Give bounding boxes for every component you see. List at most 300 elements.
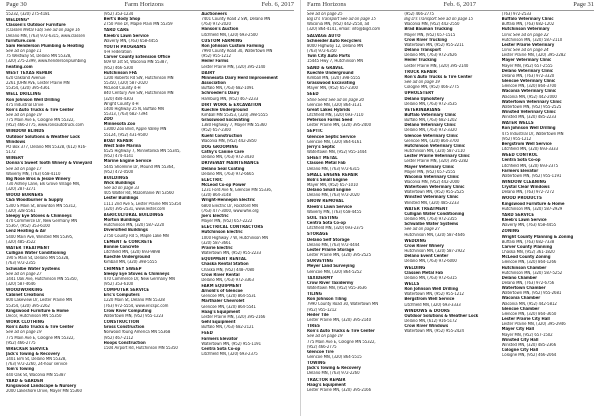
directory-line: Hutchinson MN, (320) 587-2220 bbox=[103, 223, 165, 229]
directory-line: Kimball MN 55353, (320) 398-5555 bbox=[201, 112, 268, 118]
directory-line: Morton Buildings bbox=[103, 218, 141, 224]
directory-line: Winsted Veterinary Clinic bbox=[501, 109, 556, 115]
directory-line: 15445 Hwy 7, Hutchinson MN bbox=[307, 59, 363, 65]
directory-line: TRUCK REPAIR bbox=[404, 69, 437, 75]
directory-line: 800 Lakeview Dr, Lester Prairie MN bbox=[6, 298, 73, 304]
directory-line: Mayer MN, (952) 657-1010 bbox=[307, 183, 358, 188]
directory-line: DAIRY bbox=[201, 70, 216, 76]
directory-line: Ron Johnson Well Drilling bbox=[404, 287, 459, 293]
directory-line: furniture.com bbox=[6, 38, 36, 44]
directory-line: Winsted MN, (320) 485-2233 bbox=[404, 200, 459, 206]
directory-line: Glencoe MN, (320) 864-3700 bbox=[404, 138, 459, 144]
directory-line: 6800 Electric Dr, Rockford MN bbox=[201, 203, 258, 209]
directory-line: SURVEYING bbox=[307, 259, 334, 265]
directory-line: Watertown Veterinary Clinic bbox=[404, 185, 465, 191]
directory-line: 7401 County Road 2 SW, Delano MN bbox=[201, 17, 271, 23]
directory-line: Glencoe MN, (320) 864-3700 bbox=[501, 84, 557, 90]
directory-line: Sleepy Eye Stoves & Chimneys bbox=[6, 213, 72, 219]
directory-line: Kleeb's Lawn Service bbox=[103, 33, 149, 39]
directory-line: Lester Prairie MN, (320) 395-2166 bbox=[201, 314, 266, 320]
directory-line: WEST TEXAS REPAIR bbox=[6, 70, 53, 76]
directory-line: WATER WELLS bbox=[501, 121, 534, 127]
directory-line: See ad on page 33 bbox=[103, 186, 140, 192]
page-header bbox=[307, 1, 594, 11]
directory-line: Hanson's Auction bbox=[201, 27, 239, 33]
directory-line: (763) 972-2020 bbox=[201, 22, 231, 28]
directory-line: 609 W 1st St, Waconia MN 55387, bbox=[103, 60, 168, 66]
directory-line: WRECKER SERVICE bbox=[6, 346, 49, 352]
directory-line: Buffalo Veterinary Clinic bbox=[501, 17, 554, 23]
directory-line: Brad Bauman Trucking bbox=[404, 27, 453, 33]
directory-line: Hutchinson Chamber bbox=[501, 265, 547, 271]
directory-line: 1401 Elm St, Delano MN 55328, bbox=[6, 357, 67, 363]
directory-line: 55350, (320) 587-2020 bbox=[103, 81, 148, 87]
directory-line: WELDING* bbox=[6, 18, 30, 24]
directory-line: McLeod Co-op Power bbox=[201, 183, 246, 188]
directory-line: Lester Prairie MN, (320) 395-2525 bbox=[307, 253, 371, 259]
directory-column bbox=[6, 12, 99, 414]
directory-line: Gehl Equipment bbox=[201, 320, 236, 326]
directory-line: Kuechle Underground bbox=[201, 107, 248, 113]
directory-line: Mayer Veterinary Clinic bbox=[501, 58, 552, 64]
directory-line: Grasswood Excavating bbox=[307, 81, 356, 87]
directory-line: 5400 Main Ave, Winsted MN 55395, bbox=[6, 234, 74, 240]
directory-line: See ad on page 11 bbox=[6, 49, 42, 55]
directory-line: Glencoe Tire bbox=[307, 349, 334, 355]
directory-line: Mayer MN, (952) 657-1502 bbox=[501, 332, 553, 338]
directory-line: (763) 477-3000, www.whe.org bbox=[201, 208, 259, 214]
directory-line: Delano MN, (763) 972-2355 bbox=[404, 217, 457, 223]
directory-line: 55354, (320) 395-2262 bbox=[6, 303, 50, 309]
directory-line: Culligan Water Conditioning bbox=[6, 251, 66, 257]
directory-line: Mayer MN, (952) 657-1515 bbox=[404, 32, 456, 38]
directory-line: (320) 485-3522 bbox=[6, 239, 36, 245]
directory-line: 470 Commerce Dr, New Germany MN bbox=[6, 219, 78, 225]
directory-line: (952) 467-2112 bbox=[103, 335, 134, 341]
directory-line: Hutchinson Veterinary Clinic bbox=[404, 143, 466, 149]
directory-line: CUSTOM FARMING bbox=[201, 38, 243, 44]
directory-line: Litchfield MN, (320) 693-3333 bbox=[404, 302, 461, 308]
directory-line: Ron Johnson Tiling bbox=[307, 297, 347, 303]
directory-line: 75 Westway St, Delano MN 55328, bbox=[6, 54, 72, 60]
directory-line: (320) 864-4141, email: info@bigd.com bbox=[307, 27, 381, 33]
directory-line: Delano MN, (763) 972-7272 bbox=[501, 190, 555, 196]
directory-line: Jack's Towing & Recovery bbox=[6, 352, 60, 357]
directory-line: Glencoe Septic Service bbox=[307, 134, 356, 140]
directory-line: Watertown MN, (952) 955-3636 bbox=[307, 285, 367, 291]
directory-line: Buffalo MN, (763) 682-1202 bbox=[501, 22, 555, 28]
directory-line: Decor, Hutchinson MN 55350 bbox=[6, 313, 62, 319]
directory-line: Winsted MN, (320) 485-2233 bbox=[501, 115, 557, 121]
directory-line: Centra Sota Co-op bbox=[501, 158, 541, 164]
directory-line: Lester Buildings bbox=[103, 196, 139, 202]
directory-line: Delano Transport bbox=[404, 48, 441, 54]
directory-line: McLeod County Zoning bbox=[501, 255, 551, 261]
directory-line: 1441 Oak Ave, Hutchinson MN 55350, bbox=[6, 276, 78, 282]
directory-line: Auctioneers bbox=[201, 12, 227, 17]
directory-line: Centra Sota Co-op bbox=[201, 346, 241, 352]
directory-line: Buffalo MN, (763) 682-2121 bbox=[201, 325, 254, 331]
page-number: Page 30 bbox=[6, 1, 27, 8]
directory-line: Waconia MN, (952) 442-2550 bbox=[404, 22, 460, 28]
directory-line: Hutchinson MN, (320) 587-2110 bbox=[404, 149, 465, 155]
directory-line: Watertown MN, (952) 955-1191 bbox=[501, 173, 562, 179]
directory-line: Waverly MN, (763) 658-4455 bbox=[103, 38, 159, 44]
directory-columns bbox=[307, 12, 594, 414]
directory-line: Mayer City Hall bbox=[501, 327, 534, 333]
directory-line: Glencoe MN, (320) 864-5531 bbox=[201, 294, 256, 300]
directory-line: Ron's Auto Trucks & Tire Center bbox=[404, 74, 473, 80]
directory-line: Buffalo MN, (763) 682-1202 bbox=[404, 118, 457, 124]
directory-line: heating.com bbox=[6, 64, 33, 70]
directory-line: 55232, (320) 275-4181 bbox=[6, 12, 50, 17]
directory-line: 470 Commerce Dr, New Germany MN bbox=[103, 276, 175, 282]
directory-line: Waconia Veterinary Clinic bbox=[404, 174, 459, 180]
directory-line: Wick Buildings bbox=[103, 181, 136, 186]
directory-line: Ron's Auto Trucks & Tire Center bbox=[6, 325, 74, 331]
directory-line: Hutchinson FFA bbox=[103, 70, 137, 76]
directory-line: WEED CONTROL bbox=[501, 153, 538, 159]
directory-line: 1111 2nd Ave S, Lester Prairie MN 55354 bbox=[103, 201, 182, 207]
directory-line: 8000 Highway 12, Delano MN bbox=[307, 43, 364, 49]
directory-line: 2261 JOHN AVE, Lester Prairie MN bbox=[6, 81, 70, 87]
directory-line: (320) 275-2399, www.hendersonplumbing bbox=[6, 59, 86, 65]
directory-line: ELECTRICAL CONTRACTORS bbox=[201, 225, 264, 231]
directory-line: (952) 955-1212 bbox=[201, 54, 231, 60]
directory-line: TRACTOR REPAIR bbox=[307, 377, 346, 383]
directory-line: Great Lakes Hybrids bbox=[307, 107, 351, 113]
directory-line: Hutchinson MN, (320) 587-2922 bbox=[404, 249, 465, 255]
directory-line: Litchfield MN, (320) 693-2375 bbox=[501, 163, 559, 169]
directory-line: Mayer MN, (952) 657-2222 bbox=[201, 219, 253, 225]
directory-line: Hutchinson Electric bbox=[201, 230, 243, 236]
directory-line: Delano MN, (763) 972-6315 bbox=[404, 275, 457, 281]
directory-line: Kuechle Underground bbox=[307, 70, 354, 76]
directory-line: SEPTIC bbox=[307, 129, 323, 135]
publication-name: Farm Horizons bbox=[124, 1, 164, 8]
directory-line: VETERINARIANS bbox=[404, 107, 441, 113]
directory-line: DIRT WORK & EXCAVATION bbox=[201, 102, 262, 108]
directory-line: Prairie Electric bbox=[201, 245, 233, 251]
directory-line: YARD CARE bbox=[103, 28, 129, 34]
directory-line: WOODWORKING bbox=[6, 288, 43, 294]
directory-line: SMALL ENGINE REPAIR bbox=[307, 172, 358, 178]
directory-line: Glencoe Chamber bbox=[501, 306, 540, 312]
directory-line: Glencoe MN, (320) 864-5541 bbox=[201, 304, 256, 310]
directory-line: 13000 Zoo Blvd, Apple Valley MN bbox=[103, 127, 167, 133]
directory-line: Stine Seed See ad on page 20 bbox=[307, 97, 364, 103]
directory-line: Waconia MN, (952) 442-2550, ad bbox=[307, 22, 370, 28]
directory-line: 405 Walter Rd, Mazomanie WI 53560 bbox=[103, 191, 174, 197]
directory-line: Delano MN, (763) 972-3363 bbox=[201, 277, 254, 283]
directory-line: 440 Oak St, Waconia MN 55387 bbox=[6, 372, 66, 378]
directory-line: YOUTH PROGRAMS bbox=[103, 44, 147, 50]
directory-line: (952) 353-6100 bbox=[103, 281, 134, 287]
directory-line: Cabinet Creations bbox=[6, 293, 45, 299]
directory-line: WINDOWS & DOORS bbox=[404, 308, 450, 314]
directory-line: WOOD PRODUCTS bbox=[501, 196, 543, 202]
directory-line: Tom's Towing bbox=[6, 367, 35, 373]
directory-line: 2750 Pine Dr, Maple Plain MN 55359 bbox=[103, 22, 173, 28]
directory-line: ZONING bbox=[501, 229, 520, 235]
directory-line: Schwalbe Water Systems bbox=[6, 266, 60, 272]
directory-line: SALVAGE AUTO bbox=[307, 33, 341, 39]
directory-line: Crow River Taxidermy bbox=[307, 280, 354, 286]
directory-line: Lester Prairie MN, (320) 395-2282 bbox=[501, 53, 566, 59]
directory-line: Winsted MN, (320) 485-2366 bbox=[501, 342, 557, 348]
directory-line: FEED bbox=[201, 331, 213, 337]
directory-column bbox=[404, 12, 496, 414]
directory-line: Ron Johnson Well Drilling bbox=[6, 97, 60, 103]
directory-line: 4-H Federation bbox=[103, 50, 132, 56]
directory-line: 55367, (952) 353-6100 bbox=[6, 224, 50, 230]
directory-line: TOWING bbox=[307, 361, 326, 367]
directory-line: Delano MN, (763) 972-4444 bbox=[307, 242, 360, 248]
directory-line: Waverly MN, (763) 658-4455 bbox=[307, 209, 362, 215]
directory-line: Haag's Equipment bbox=[201, 309, 241, 315]
directory-column bbox=[201, 12, 294, 414]
directory-line: WELL DRILLING bbox=[6, 92, 41, 98]
issue-date: Feb. 6, 2017 bbox=[443, 1, 476, 8]
directory-line: Windows bbox=[6, 139, 26, 145]
directory-line: Lester Prairie MN, (320) 395-2400 bbox=[307, 123, 371, 129]
directory-line: Lenz Heating & Air bbox=[6, 229, 46, 235]
directory-line: Litchfield MN, (320) 693-2375 bbox=[307, 226, 364, 232]
directory-line: Lester Prairie Storage bbox=[307, 247, 355, 253]
directory-line: 775 Main Ave E, Cologne MN 55322, bbox=[6, 335, 75, 341]
directory-line: Waconia MN, (952) 442-2850 bbox=[201, 138, 257, 144]
directory-line: (952) 466-2775 bbox=[6, 340, 36, 346]
directory-line: Ron's Auto Trucks & Tire Center bbox=[307, 329, 375, 335]
directory-line: 1504 Airport Rd, Hutchinson MN 55350 bbox=[103, 345, 178, 351]
directory-line: Sleepy Eye Stoves & Chimneys bbox=[103, 271, 170, 277]
directory-line: SAND & GRAVEL bbox=[307, 65, 344, 71]
directory-line: (320) 287-3271 bbox=[6, 187, 36, 193]
directory-line: Litchfield MN, (320) 693-7110 bbox=[307, 112, 364, 118]
directory-line: Lester Prairie MN, (320) 395-2946 bbox=[501, 322, 566, 328]
directory-line: Peterson Farms Seed bbox=[307, 118, 353, 124]
directory-line: West Side Marina bbox=[103, 143, 141, 149]
directory-line: Crow River Computing bbox=[103, 308, 152, 314]
directory-line: Mayer MN, (952) 657-2555 bbox=[404, 169, 456, 175]
directory-line: WINDOW BLINDS bbox=[6, 129, 45, 135]
directory-line: Waverly MN, (763) 658-4455 bbox=[501, 223, 557, 229]
directory-line: Culligan Water Conditioning bbox=[404, 211, 465, 217]
directory-line: DOG GROOMING bbox=[201, 144, 238, 150]
directory-line: Classen Metal Fab bbox=[307, 161, 346, 167]
directory-line: BOAT REPAIR bbox=[103, 138, 133, 144]
directory-line: Bergstrom Well Service bbox=[404, 297, 455, 303]
directory-line: Watertown Chamber bbox=[501, 286, 546, 292]
directory-line: Delano Self Storage bbox=[307, 237, 350, 243]
directory-line: Winsted Veterinary Clinic bbox=[404, 195, 459, 201]
directory-line: Hutchinson MN, (320) 587-2929 bbox=[501, 206, 563, 212]
issue-date: Feb. 6, 2017 bbox=[261, 1, 294, 8]
directory-line: 1400 Highway 25 N, Buffalo MN bbox=[103, 106, 164, 112]
directory-line: Buffalo MN, (763) 682-7338 bbox=[501, 239, 555, 245]
directory-line: See ad on page 17 bbox=[6, 166, 42, 172]
directory-line: (320) 587-4646 bbox=[6, 281, 36, 287]
directory-line: Delano Seal Coating bbox=[201, 166, 245, 172]
directory-line: Kuechle Underground bbox=[103, 255, 151, 261]
directory-line: Lester Prairie MN, (320) 395-2282 bbox=[404, 159, 469, 165]
directory-line: Delano Small Engine bbox=[307, 188, 351, 194]
directory-line: Watertown MN, (952) 955-2233 bbox=[201, 251, 261, 257]
directory-line: Waconia Chamber bbox=[501, 296, 541, 302]
directory-line: 6525 Highway 7, Minnetonka MN 55345, bbox=[103, 149, 181, 155]
directory-line: Mayer Veterinary Clinic bbox=[404, 164, 454, 170]
directory-line: WATER TREATMENT bbox=[404, 206, 449, 212]
directory-line: Waconia MN, (952) 442-2000 bbox=[501, 94, 557, 100]
directory-line: 5445 Shoreline Dr, Mound MN 55364, bbox=[103, 164, 175, 170]
directory-line: 190 S Main St, Delano MN 55328, bbox=[6, 256, 70, 262]
directory-line: Cologne City Hall bbox=[501, 348, 539, 353]
directory-line: UPHOLSTERY bbox=[404, 91, 434, 97]
directory-line: 1220 Main St, Delano MN 55328 bbox=[103, 298, 165, 304]
directory-line: Cologne MN, (952) 466-2064 bbox=[501, 353, 557, 359]
directory-line: Kleeb's Lawn Service bbox=[501, 218, 547, 224]
directory-line: COMPUTER SERVICE bbox=[103, 288, 150, 294]
directory-line: Winsted City Hall bbox=[501, 337, 539, 343]
directory-line: Kuehl Construction bbox=[201, 133, 243, 139]
directory-line: Delano MN, (763) 972-2626 bbox=[404, 53, 457, 59]
directory-line: Heiler Tile bbox=[307, 312, 329, 318]
directory-column bbox=[502, 12, 594, 414]
directory-line: Lester Prairie City Hall bbox=[501, 317, 550, 323]
directory-line: Delano MN, (763) 972-6315 bbox=[307, 166, 360, 172]
directory-line: Ron Johnson Custom Farming bbox=[201, 43, 264, 49]
directory-line: Marthaler Chevrolet bbox=[201, 299, 245, 305]
directory-line: Watertown MN, (952) 955-2525 bbox=[404, 190, 464, 196]
directory-line: WINERY bbox=[6, 156, 24, 162]
directory-line: Litchfield MN, (320) 693-3333 bbox=[501, 147, 559, 153]
directory-line: Hutchinson Veterinary bbox=[501, 27, 550, 33]
directory-line: SEED bbox=[307, 92, 319, 98]
directory-line: WORK CLOTHING bbox=[6, 320, 45, 326]
directory-line: Outdoor Solutions & Weather Lock bbox=[6, 134, 80, 140]
directory-line: Kingswood Furniture & Home bbox=[501, 201, 565, 207]
directory-line: WATER TREATMENT bbox=[6, 245, 50, 251]
directory-line: Outdoor Solutions & Weather Lock bbox=[404, 313, 479, 319]
directory-line: Ron's Auto Trucks & Tire Center bbox=[6, 107, 74, 113]
directory-line: Ron Johnson Well Drilling bbox=[501, 126, 556, 132]
directory-line: (763) 972-5554, www.ericspc.com bbox=[103, 303, 169, 309]
directory-line: Waconia MN, (952) 442-5812 bbox=[501, 301, 557, 307]
directory-line: Lester Prairie Veterinary bbox=[501, 42, 555, 48]
directory-line: Crow River Trucking bbox=[404, 37, 447, 43]
directory-line: Joe's Electric bbox=[201, 213, 229, 219]
directory-line: Gross Construction bbox=[103, 325, 145, 331]
directory-line: Chaska Rental Station bbox=[201, 262, 249, 268]
directory-line: Glencoe MN, (320) 864-3650 bbox=[501, 311, 557, 317]
directory-line: (952) 466-2775 bbox=[307, 344, 337, 350]
directory-line: SNOW REMOVAL bbox=[307, 199, 344, 205]
directory-line: Glencoe MN, (320) 864-5515 bbox=[307, 355, 362, 360]
directory-line: (952) 466-2775 bbox=[404, 12, 434, 17]
directory-line: See ad on page 19 bbox=[307, 334, 343, 340]
directory-line: Watertown MN, (952) 955-1444 bbox=[307, 150, 367, 156]
directory-line: 2000 Lakeshore Drive, Mayer MN 55360 bbox=[6, 389, 82, 395]
directory-line: Cologne MN, (952) 466-2775 bbox=[404, 85, 459, 91]
directory-line: DRIVEWAY MAINTENANCE bbox=[201, 161, 260, 167]
directory-line: Mayer MN, (952) 657-2555 bbox=[501, 63, 553, 69]
publication-name: Farm Horizons bbox=[307, 1, 347, 8]
directory-line: Kingswood Furniture & Home bbox=[6, 308, 69, 314]
directory-line: YARD & GARDEN bbox=[6, 378, 44, 384]
directory-line: EQUIPMENT RENTAL bbox=[201, 257, 247, 263]
directory-line: STORAGE bbox=[307, 232, 329, 238]
directory-line: Schwalbe Water Systems bbox=[404, 222, 459, 228]
directory-line: C&S Woodburner & Supply bbox=[6, 198, 64, 204]
directory-line: Donna's Sweet Tooth Winery & Vineyard bbox=[6, 161, 92, 167]
directory-line: Litchfield MN, (320) 693-2375 bbox=[201, 352, 258, 357]
directory-line: Minnesota Dairy Herd Improvement bbox=[201, 75, 278, 81]
directory-line: TIRES bbox=[307, 324, 320, 330]
directory-line: Big D's Transport See ad on page 15 bbox=[404, 17, 474, 23]
directory-line: Heiler Farms bbox=[201, 59, 229, 65]
directory-line: Chaska MN, (952) 361-1820 bbox=[501, 250, 555, 256]
directory-line: WELDING bbox=[404, 265, 426, 271]
directory-line: Delano Veterinary Clinic bbox=[501, 68, 554, 74]
directory-line: Wright County 4-H bbox=[103, 101, 139, 107]
directory-line: Lester Prairie MN, (320) 395-2140 bbox=[307, 317, 371, 323]
directory-line: Delano MN, (763) 972-6000 bbox=[404, 259, 457, 265]
directory-line: Delano Event Center bbox=[404, 254, 449, 260]
directory-line: Glencoe Veterinary Clinic bbox=[501, 79, 556, 85]
directory-line: Lester Prairie Veterinary Clinic bbox=[404, 154, 470, 160]
directory-line: Delano Upholstery bbox=[404, 96, 444, 102]
directory-line: Haag's Equipment bbox=[307, 382, 346, 388]
directory-line: 475 Industrial Drive bbox=[6, 102, 44, 108]
directory-line: (952) 466-5300 bbox=[103, 65, 134, 71]
directory-line: (952) 474-4141 bbox=[103, 154, 134, 160]
directory-line: (320) 484-4303 bbox=[103, 96, 134, 102]
directory-line: ELECTRIC bbox=[201, 177, 223, 183]
directory-line: (763) 972-2355 bbox=[6, 261, 36, 267]
directory-line: WELLS bbox=[404, 281, 420, 287]
directory-line: Bergstrom Well Service bbox=[501, 141, 552, 147]
directory-line: TILING bbox=[307, 292, 322, 298]
directory-line: See ad on page 19 bbox=[6, 330, 42, 336]
directory-line: Wright-Hennepin Electric bbox=[201, 198, 255, 204]
directory-columns bbox=[6, 12, 294, 414]
directory-line: 1000 Highway 7 W, Hutchinson MN bbox=[201, 235, 269, 241]
directory-line: Glencoe Veterinary Clinic bbox=[404, 133, 458, 139]
directory-line: Chaska MN, (952) 448-7080 bbox=[201, 267, 255, 273]
directory-line: Big Nose Bros & Jessie Winery bbox=[6, 176, 71, 182]
directory-line: Centra Sota Co-op bbox=[307, 221, 346, 227]
directory-line: Hutchinson MN, (320) 587-4646 bbox=[404, 232, 465, 238]
directory-line: Hamburg MN, (952) 467-2233 bbox=[201, 96, 259, 102]
directory-line: Watertown MN, (952) 955-2211 bbox=[404, 42, 464, 48]
directory-line: WINDOW CLEANING bbox=[501, 180, 547, 185]
directory-line: (952) 466-2775, www.ronsautotruck.com bbox=[6, 123, 84, 129]
directory-line: Watertown MN, (952) 955-1212 bbox=[404, 292, 464, 298]
directory-line: Classen Metal Fab bbox=[404, 270, 443, 276]
directory-line: Glencoe MN, (320) 864-5252 bbox=[307, 269, 362, 275]
directory-line: (952) 353-1234 bbox=[103, 12, 134, 17]
directory-line: Delano MN, (763) 972-2260 bbox=[307, 371, 360, 377]
directory-line: 775 Main Ave E, Cologne MN 55322, bbox=[307, 339, 376, 345]
directory-line: Classen's Outdoor Furniture bbox=[6, 23, 66, 29]
directory-line: (952) 472-0500 bbox=[103, 169, 134, 175]
directory-line: Waconia MN, (952) 442-2000 bbox=[404, 180, 460, 185]
directory-column bbox=[307, 12, 399, 414]
directory-line: Bert's Body Shop bbox=[103, 17, 141, 23]
directory-line: 730 Ashley Lane, Elk Grove Village MN, bbox=[6, 182, 80, 187]
directory-line: Heiler Trucking bbox=[404, 58, 437, 64]
directory-line: Lester Prairie MN, (320) 395-2140 bbox=[201, 64, 266, 70]
